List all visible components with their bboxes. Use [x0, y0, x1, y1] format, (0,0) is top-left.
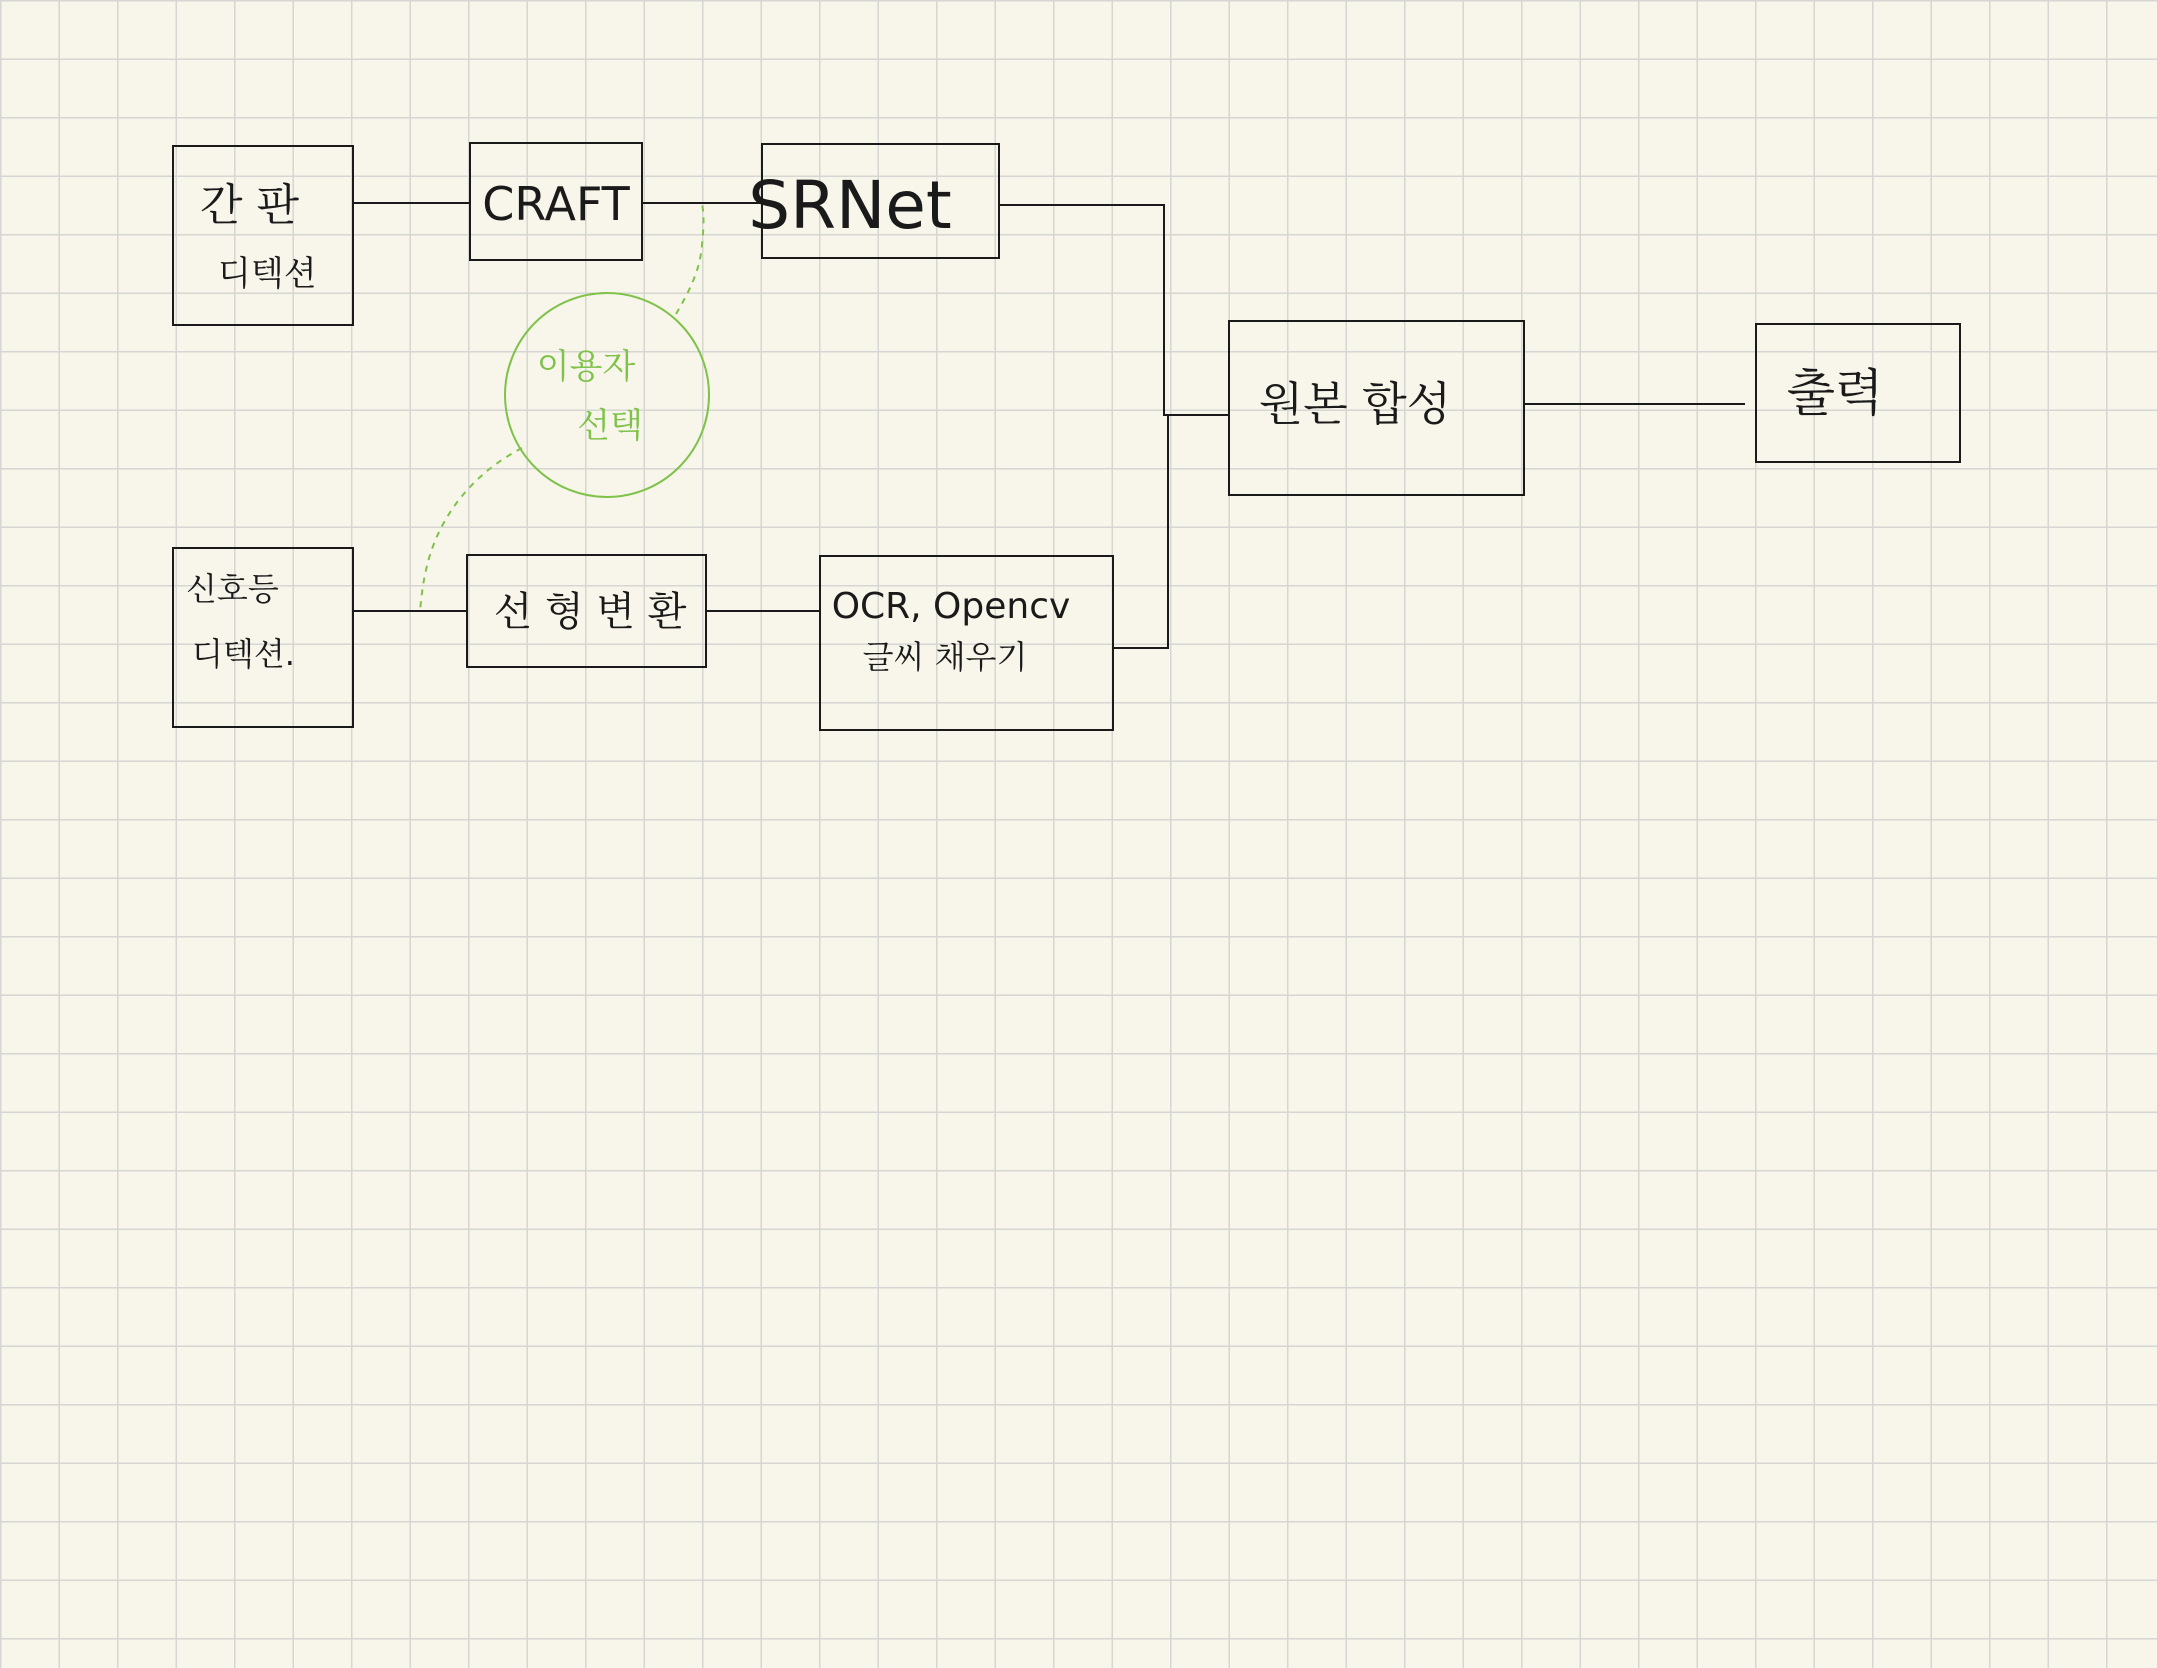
- linear-transform-label: 선 형 변 환: [493, 589, 687, 635]
- ocr-opencv-label-line2: 글씨 채우기: [862, 638, 1028, 676]
- user-choice-label-line1: 이용자: [536, 347, 636, 387]
- signboard-detection-label-line1: 간 판: [200, 180, 299, 231]
- craft-label: CRAFT: [482, 177, 630, 231]
- sign-detection-label-line2: 디텍션.: [192, 635, 295, 673]
- edge-choice-to-craft-srnet: [676, 203, 704, 314]
- ocr-opencv-label-line1: OCR, Opencv: [831, 586, 1071, 627]
- sign-detection-label-line1: 신호등: [186, 570, 279, 608]
- edge-ocr-to-composite: [1113, 415, 1229, 648]
- signboard-detection-label-line2: 디텍션: [218, 254, 317, 294]
- edge-srnet-to-composite: [999, 205, 1229, 415]
- edge-choice-to-sign-linear: [420, 448, 522, 611]
- user-choice-label-line2: 선택: [577, 406, 643, 446]
- original-composite-label: 원본 합성: [1258, 377, 1452, 431]
- signboard-detection-node: [173, 146, 353, 325]
- user-choice-circle: [505, 293, 709, 497]
- srnet-label: SRNet: [748, 167, 952, 244]
- output-label: 출력: [1786, 364, 1884, 422]
